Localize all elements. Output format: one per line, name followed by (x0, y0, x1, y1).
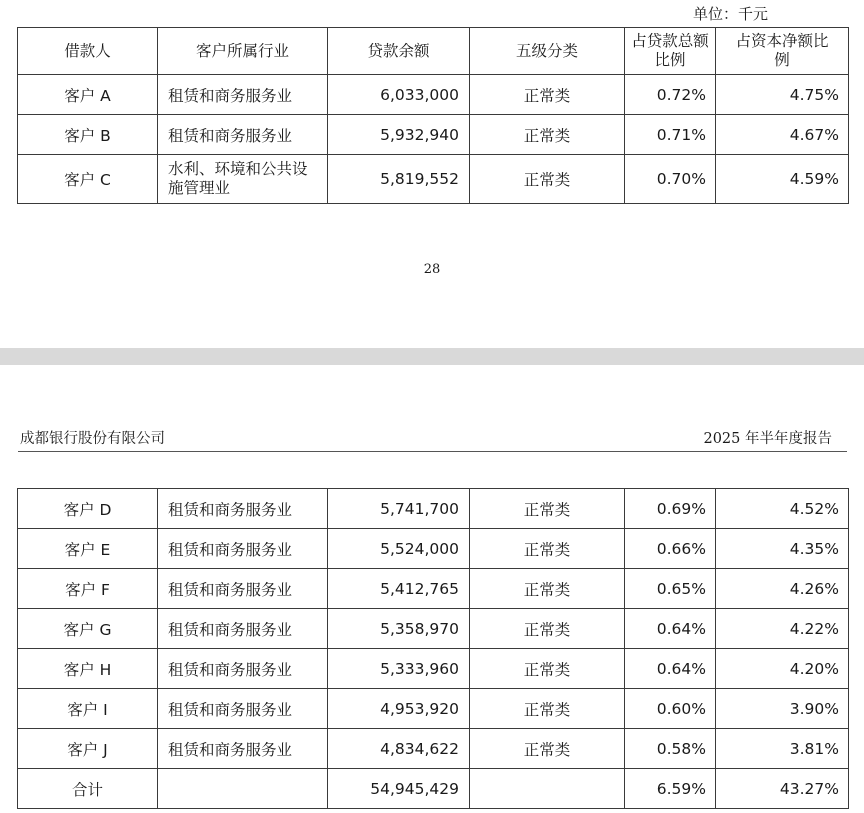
capital-ratio-cell: 4.52% (716, 489, 849, 529)
capital-ratio-cell: 4.22% (716, 609, 849, 649)
capital-ratio-cell: 4.75% (716, 75, 849, 115)
document-page-upper (0, 0, 864, 348)
total-label-cell: 合计 (18, 769, 158, 809)
loan-ratio-cell: 0.64% (625, 649, 716, 689)
loan-ratio-cell: 0.71% (625, 115, 716, 155)
industry-cell: 租赁和商务服务业 (158, 729, 328, 769)
industry-cell: 租赁和商务服务业 (158, 689, 328, 729)
table-row (18, 489, 849, 529)
capital-ratio-cell: 3.81% (716, 729, 849, 769)
header-industry: 客户所属行业 (158, 28, 328, 75)
classification-cell: 正常类 (470, 569, 625, 609)
classification-cell: 正常类 (470, 529, 625, 569)
loan-ratio-cell: 0.72% (625, 75, 716, 115)
capital-ratio-cell: 4.26% (716, 569, 849, 609)
header-loan-ratio: 占贷款总额比例 (625, 28, 716, 75)
balance-cell: 5,524,000 (328, 529, 470, 569)
header-capital-ratio: 占资本净额比例 (716, 28, 849, 75)
table-row (18, 115, 849, 155)
capital-ratio-cell: 3.90% (716, 689, 849, 729)
balance-cell: 5,412,765 (328, 569, 470, 609)
header-classification: 五级分类 (470, 28, 625, 75)
classification-cell: 正常类 (470, 729, 625, 769)
borrower-cell: 客户 B (18, 115, 158, 155)
page-separator (0, 348, 864, 365)
total-balance-cell: 54,945,429 (328, 769, 470, 809)
capital-ratio-cell: 4.59% (716, 155, 849, 204)
balance-cell: 4,834,622 (328, 729, 470, 769)
table-row (18, 529, 849, 569)
industry-cell: 水利、环境和公共设施管理业 (158, 155, 328, 204)
borrower-cell: 客户 J (18, 729, 158, 769)
table-row (18, 569, 849, 609)
balance-cell: 4,953,920 (328, 689, 470, 729)
balance-cell: 5,741,700 (328, 489, 470, 529)
total-capital-ratio-cell: 43.27% (716, 769, 849, 809)
borrower-cell: 客户 C (18, 155, 158, 204)
table-row (18, 729, 849, 769)
borrower-cell: 客户 I (18, 689, 158, 729)
industry-cell: 租赁和商务服务业 (158, 649, 328, 689)
classification-cell: 正常类 (470, 689, 625, 729)
table-row (18, 75, 849, 115)
balance-cell: 5,819,552 (328, 155, 470, 204)
page-number: 28 (423, 262, 441, 277)
balance-cell: 5,333,960 (328, 649, 470, 689)
total-loan-ratio-cell: 6.59% (625, 769, 716, 809)
table-row (18, 649, 849, 689)
borrower-cell: 客户 G (18, 609, 158, 649)
company-name-header: 成都银行股份有限公司 (20, 431, 165, 447)
industry-cell: 租赁和商务服务业 (158, 569, 328, 609)
industry-cell: 租赁和商务服务业 (158, 115, 328, 155)
classification-cell: 正常类 (470, 75, 625, 115)
industry-cell: 租赁和商务服务业 (158, 529, 328, 569)
total-classification-cell (470, 769, 625, 809)
classification-cell: 正常类 (470, 649, 625, 689)
header-rule (18, 451, 847, 452)
classification-cell: 正常类 (470, 115, 625, 155)
table-row (18, 155, 849, 204)
top-borrowers-table-part2 (17, 488, 849, 809)
borrower-cell: 客户 D (18, 489, 158, 529)
loan-ratio-cell: 0.58% (625, 729, 716, 769)
classification-cell: 正常类 (470, 489, 625, 529)
loan-ratio-cell: 0.60% (625, 689, 716, 729)
classification-cell: 正常类 (470, 609, 625, 649)
table-row (18, 689, 849, 729)
table-header-row (18, 28, 849, 75)
capital-ratio-cell: 4.20% (716, 649, 849, 689)
table-row (18, 609, 849, 649)
header-borrower: 借款人 (18, 28, 158, 75)
capital-ratio-cell: 4.35% (716, 529, 849, 569)
header-balance: 贷款余额 (328, 28, 470, 75)
borrower-cell: 客户 A (18, 75, 158, 115)
borrower-cell: 客户 H (18, 649, 158, 689)
loan-ratio-cell: 0.66% (625, 529, 716, 569)
capital-ratio-cell: 4.67% (716, 115, 849, 155)
classification-cell: 正常类 (470, 155, 625, 204)
industry-cell: 租赁和商务服务业 (158, 609, 328, 649)
loan-ratio-cell: 0.70% (625, 155, 716, 204)
top-borrowers-table-part1 (17, 27, 849, 204)
borrower-cell: 客户 F (18, 569, 158, 609)
report-title-header: 2025 年半年度报告 (703, 431, 832, 447)
balance-cell: 5,932,940 (328, 115, 470, 155)
loan-ratio-cell: 0.64% (625, 609, 716, 649)
industry-cell: 租赁和商务服务业 (158, 75, 328, 115)
industry-cell: 租赁和商务服务业 (158, 489, 328, 529)
balance-cell: 6,033,000 (328, 75, 470, 115)
loan-ratio-cell: 0.65% (625, 569, 716, 609)
borrower-cell: 客户 E (18, 529, 158, 569)
unit-label: 单位：千元 (692, 5, 768, 23)
total-row (18, 769, 849, 809)
total-industry-cell (158, 769, 328, 809)
document-page-lower (0, 365, 864, 813)
loan-ratio-cell: 0.69% (625, 489, 716, 529)
balance-cell: 5,358,970 (328, 609, 470, 649)
